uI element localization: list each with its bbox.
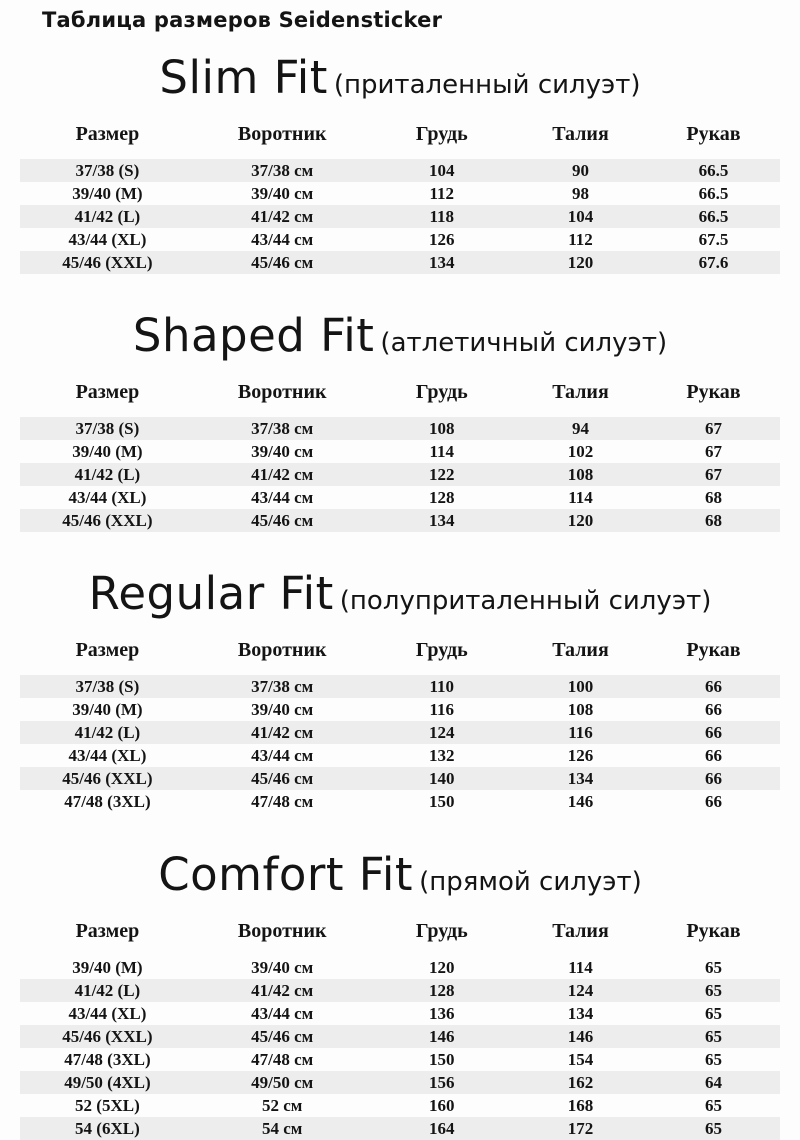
table-cell: 136 (429, 1004, 455, 1023)
column-header: Воротник (237, 381, 327, 403)
column-header: Размер (75, 123, 140, 145)
table-cell: 67 (647, 417, 780, 440)
table-cell: 134 (514, 767, 647, 790)
table-cell: 66.5 (698, 184, 729, 203)
table-cell: 39/40 (M) (72, 184, 143, 203)
table-cell: 108 (514, 463, 647, 486)
table-cell: 126 (429, 230, 455, 249)
fit-name: Slim Fit (159, 51, 328, 104)
table-row (20, 1071, 780, 1094)
table-row (20, 1002, 780, 1025)
table-cell: 120 (514, 509, 647, 532)
table-cell: 156 (370, 1071, 514, 1094)
table-cell: 128 (429, 488, 455, 507)
table-cell: 116 (514, 721, 647, 744)
column-header: Воротник (237, 123, 327, 145)
table-cell: 66 (704, 746, 722, 765)
table-cell: 49/50 см (195, 1071, 370, 1094)
table-cell: 168 (567, 1096, 594, 1115)
table-row (20, 1025, 780, 1048)
table-row (20, 767, 780, 790)
column-header: Талия (552, 639, 609, 661)
table-cell: 47/48 (3XL) (64, 1050, 151, 1069)
table-row (20, 251, 780, 274)
table-row (20, 159, 780, 182)
table-cell: 66 (704, 792, 722, 811)
table-row (20, 790, 780, 813)
table-cell: 66 (647, 675, 780, 698)
table-cell: 94 (514, 417, 647, 440)
table-row (20, 698, 780, 721)
fit-subtitle: (полуприталенный силуэт) (339, 586, 712, 616)
fit-subtitle: (приталенный силуэт) (333, 70, 641, 100)
size-table (20, 920, 780, 1140)
table-cell: 65 (704, 958, 722, 977)
table-cell: 104 (370, 159, 514, 182)
column-header: Размер (75, 639, 140, 661)
column-header: Грудь (415, 381, 468, 403)
column-header: Рукав (686, 639, 741, 661)
table-cell: 114 (429, 442, 455, 461)
table-cell: 134 (370, 251, 514, 274)
table-cell: 66 (704, 700, 722, 719)
fit-name: Regular Fit (88, 567, 334, 620)
table-cell: 39/40 (M) (72, 442, 143, 461)
column-header: Талия (552, 381, 609, 403)
table-cell: 39/40 см (251, 184, 314, 203)
table-cell: 150 (429, 1050, 455, 1069)
table-cell: 140 (370, 767, 514, 790)
table-cell: 68 (704, 488, 722, 507)
table-row (20, 440, 780, 463)
table-cell: 122 (370, 463, 514, 486)
table-cell: 116 (429, 700, 455, 719)
table-cell: 124 (514, 979, 647, 1002)
table-cell: 146 (370, 1025, 514, 1048)
table-cell: 67.6 (647, 251, 780, 274)
table-cell: 43/44 (XL) (68, 746, 147, 765)
table-cell: 64 (647, 1071, 780, 1094)
sections-container (0, 52, 800, 1140)
table-cell: 68 (647, 509, 780, 532)
column-header: Рукав (686, 123, 741, 145)
table-cell: 39/40 см (251, 958, 314, 977)
table-row (20, 744, 780, 767)
table-cell: 37/38 см (195, 159, 370, 182)
table-cell: 45/46 см (195, 251, 370, 274)
column-header: Талия (552, 123, 609, 145)
table-cell: 118 (370, 205, 514, 228)
table-cell: 112 (429, 184, 455, 203)
table-cell: 134 (370, 509, 514, 532)
header-row (20, 381, 780, 417)
fit-section-shaped-fit (0, 310, 800, 532)
fit-section-slim-fit (0, 52, 800, 274)
column-header: Воротник (237, 639, 327, 661)
fit-section-regular-fit (0, 568, 800, 813)
table-cell: 45/46 (XXL) (20, 1025, 195, 1048)
table-cell: 66.5 (647, 205, 780, 228)
table-cell: 37/38 (S) (20, 417, 195, 440)
table-cell: 65 (704, 1096, 722, 1115)
table-cell: 160 (429, 1096, 455, 1115)
table-row (20, 979, 780, 1002)
table-cell: 41/42 см (195, 979, 370, 1002)
table-cell: 98 (571, 184, 589, 203)
table-cell: 43/44 см (251, 746, 314, 765)
table-row (20, 675, 780, 698)
table-cell: 102 (567, 442, 594, 461)
table-cell: 41/42 (L) (20, 979, 195, 1002)
table-cell: 128 (370, 979, 514, 1002)
table-cell: 150 (429, 792, 455, 811)
fit-section-comfort-fit (0, 849, 800, 1140)
section-heading (0, 310, 800, 373)
table-cell: 45/46 см (195, 767, 370, 790)
table-cell: 37/38 (S) (20, 675, 195, 698)
table-cell: 67.5 (698, 230, 729, 249)
table-cell: 43/44 (XL) (68, 1004, 147, 1023)
table-row (20, 956, 780, 979)
table-cell: 43/44 (XL) (68, 230, 147, 249)
table-cell: 162 (514, 1071, 647, 1094)
table-cell: 66 (647, 721, 780, 744)
column-header: Грудь (415, 123, 468, 145)
table-cell: 47/48 см (251, 792, 314, 811)
table-cell: 41/42 (L) (20, 205, 195, 228)
table-row (20, 205, 780, 228)
table-cell: 43/44 (XL) (68, 488, 147, 507)
table-cell: 154 (567, 1050, 594, 1069)
column-header: Рукав (686, 381, 741, 403)
table-cell: 126 (567, 746, 594, 765)
column-header: Размер (75, 381, 140, 403)
table-cell: 39/40 (M) (72, 958, 143, 977)
table-cell: 39/40 см (251, 442, 314, 461)
table-cell: 110 (370, 675, 514, 698)
table-cell: 120 (514, 251, 647, 274)
table-row (20, 417, 780, 440)
size-table (20, 123, 780, 274)
section-heading (0, 52, 800, 115)
table-row (20, 486, 780, 509)
table-cell: 43/44 см (251, 488, 314, 507)
table-row (20, 182, 780, 205)
table-cell: 108 (370, 417, 514, 440)
table-cell: 100 (514, 675, 647, 698)
table-cell: 41/42 см (195, 205, 370, 228)
table-cell: 67 (647, 463, 780, 486)
table-row (20, 1094, 780, 1117)
header-row (20, 639, 780, 675)
column-header: Размер (75, 920, 140, 942)
fit-name: Comfort Fit (158, 848, 414, 901)
table-cell: 132 (429, 746, 455, 765)
table-cell: 47/48 см (251, 1050, 314, 1069)
table-cell: 41/42 (L) (20, 721, 195, 744)
table-cell: 45/46 см (195, 1025, 370, 1048)
fit-name: Shaped Fit (132, 309, 375, 362)
table-cell: 52 см (262, 1096, 303, 1115)
table-cell: 43/44 см (251, 1004, 314, 1023)
table-cell: 54 см (195, 1117, 370, 1140)
fit-subtitle: (атлетичный силуэт) (380, 328, 668, 358)
table-cell: 108 (567, 700, 594, 719)
table-cell: 43/44 см (251, 230, 314, 249)
header-row (20, 920, 780, 956)
table-cell: 134 (567, 1004, 594, 1023)
size-chart-page (0, 8, 800, 1140)
table-cell: 146 (514, 1025, 647, 1048)
table-cell: 124 (370, 721, 514, 744)
table-cell: 41/42 см (195, 721, 370, 744)
table-cell: 37/38 (S) (20, 159, 195, 182)
table-cell: 37/38 см (195, 417, 370, 440)
table-row (20, 509, 780, 532)
table-cell: 65 (704, 1004, 722, 1023)
table-cell: 146 (567, 792, 594, 811)
table-cell: 65 (704, 1050, 722, 1069)
table-cell: 49/50 (4XL) (20, 1071, 195, 1094)
column-header: Грудь (415, 639, 468, 661)
table-cell: 114 (568, 488, 593, 507)
size-table (20, 381, 780, 532)
table-cell: 37/38 см (195, 675, 370, 698)
section-heading (0, 568, 800, 631)
table-cell: 65 (647, 979, 780, 1002)
fit-subtitle: (прямой силуэт) (419, 867, 642, 897)
table-cell: 54 (6XL) (20, 1117, 195, 1140)
table-cell: 41/42 см (195, 463, 370, 486)
table-cell: 45/46 (XXL) (20, 767, 195, 790)
table-row (20, 228, 780, 251)
column-header: Рукав (686, 920, 741, 942)
header-row (20, 123, 780, 159)
table-cell: 41/42 (L) (20, 463, 195, 486)
table-cell: 114 (568, 958, 593, 977)
table-cell: 120 (429, 958, 455, 977)
table-cell: 67 (704, 442, 722, 461)
column-header: Талия (552, 920, 609, 942)
table-cell: 39/40 см (251, 700, 314, 719)
column-header: Грудь (415, 920, 468, 942)
page-title: Таблица размеров Seidensticker (42, 8, 443, 32)
table-cell: 164 (370, 1117, 514, 1140)
table-cell: 65 (647, 1025, 780, 1048)
table-cell: 66 (647, 767, 780, 790)
table-cell: 104 (514, 205, 647, 228)
table-cell: 172 (514, 1117, 647, 1140)
table-row (20, 463, 780, 486)
table-cell: 39/40 (M) (72, 700, 143, 719)
table-row (20, 1048, 780, 1071)
table-cell: 65 (647, 1117, 780, 1140)
table-row (20, 721, 780, 744)
table-cell: 47/48 (3XL) (64, 792, 151, 811)
size-table (20, 639, 780, 813)
column-header: Воротник (237, 920, 327, 942)
table-cell: 45/46 (XXL) (20, 251, 195, 274)
table-cell: 52 (5XL) (75, 1096, 140, 1115)
table-cell: 90 (514, 159, 647, 182)
table-cell: 66.5 (647, 159, 780, 182)
table-cell: 112 (568, 230, 593, 249)
table-cell: 45/46 (XXL) (20, 509, 195, 532)
table-cell: 45/46 см (195, 509, 370, 532)
section-heading (0, 849, 800, 912)
